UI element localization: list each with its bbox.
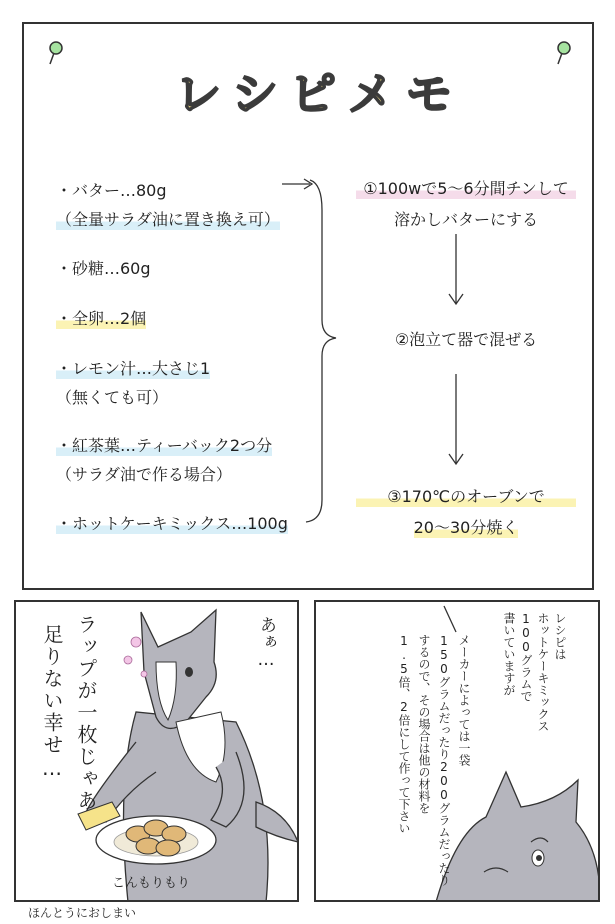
ingredient-name: ・ホットケーキミックス…100g: [56, 511, 288, 534]
ingredient-name: ・バター…80g: [56, 181, 167, 200]
step-text: ①100wで5〜6分間チンして: [356, 176, 576, 199]
step-text: ③170℃のオーブンで: [356, 484, 576, 507]
ingredient-note: （無くても可）: [56, 388, 169, 407]
speech-line-1: ラップが一枚じゃあ: [74, 614, 98, 812]
down-arrow-icon: [446, 232, 466, 312]
ingredient-sugar: [56, 256, 151, 279]
speech-line-2: 足りない幸せ…: [40, 624, 64, 782]
step-text: 20〜30分焼く: [414, 515, 519, 538]
comic-panel-eating: [14, 600, 299, 902]
note-column: 書いていますが: [502, 612, 516, 696]
step-text: ②泡立て器で混ぜる: [394, 330, 538, 349]
ingredient-note: （全量サラダ油に置き換え可）: [56, 207, 280, 230]
note-column: するので、その場合は他の材料を: [417, 634, 431, 814]
speech-sigh: あぁ…: [256, 616, 276, 670]
comic-panel-note: [314, 600, 600, 902]
step-2: [356, 327, 576, 350]
ingredient-note: （サラダ油で作る場合）: [56, 465, 232, 484]
ingredient-name: ・レモン汁…大さじ1: [56, 356, 210, 379]
ingredient-egg: [56, 306, 146, 329]
ingredient-butter: [56, 178, 280, 230]
ingredient-name: ・紅茶葉…ティーバック2つ分: [56, 433, 272, 456]
page-title: レシピメモ: [175, 67, 464, 121]
step-text: 溶かしバターにする: [393, 210, 538, 229]
pushpin-icon: [44, 38, 68, 66]
note-column: ホットケーキミックス: [536, 612, 550, 732]
note-column: 100グラムで: [519, 612, 533, 702]
ingredient-name: ・全卵…2個: [56, 306, 146, 329]
ingredient-lemon: [56, 356, 210, 408]
sound-effect: こんもりもり: [112, 876, 191, 891]
ingredient-tea: [56, 433, 272, 485]
pushpin-icon: [552, 38, 576, 66]
note-column: 1.5倍、2倍にして作って下さい: [397, 634, 411, 834]
step-1: [356, 176, 576, 230]
step-3: [356, 484, 576, 538]
bracket-lines: [270, 170, 350, 540]
down-arrow-icon: [446, 372, 466, 472]
ingredient-mix: [56, 511, 288, 534]
note-column: レシピは: [553, 612, 567, 660]
note-column: メーカーによっては一袋: [457, 634, 471, 766]
ingredient-name: ・砂糖…60g: [56, 259, 151, 278]
caption-the-end: ほんとうにおしまい: [28, 906, 137, 920]
note-column: 150グラムだったり200グラムだったり: [437, 634, 451, 886]
